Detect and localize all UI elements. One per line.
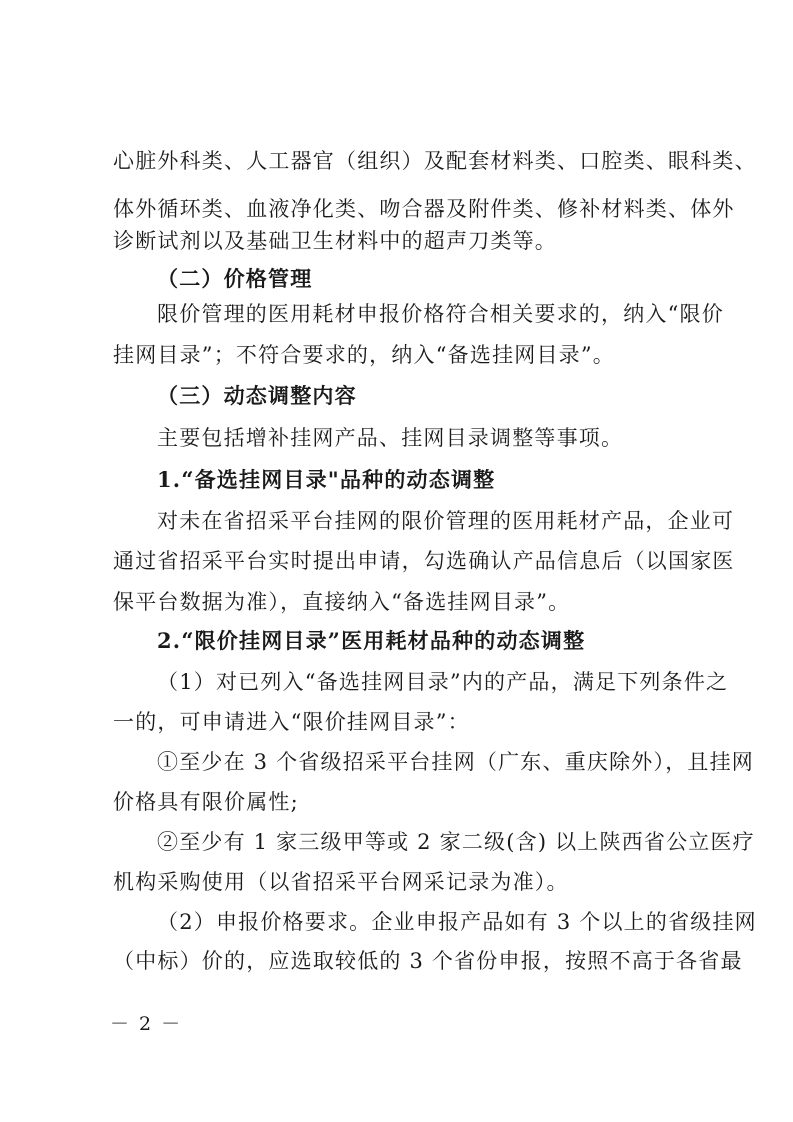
- subheading-backup-catalog: 1.“备选挂网目录"品种的动态调整: [157, 467, 496, 492]
- body-line-16: ①至少在 3 个省级招采平台挂网（广东、重庆除外），且挂网: [157, 750, 755, 774]
- body-line-12: 保平台数据为准），直接纳入“备选挂网目录”。: [113, 590, 571, 614]
- body-line-17: 价格具有限价属性;: [113, 790, 299, 814]
- body-line-2: 体外循环类、血液净化类、吻合器及附件类、修补材料类、体外: [113, 197, 735, 221]
- body-line-1: 心脏外科类、人工器官（组织）及配套材料类、口腔类、眼科类、: [113, 149, 757, 173]
- body-line-18: ②至少有 1 家三级甲等或 2 家二级(含) 以上陕西省公立医疗: [157, 830, 755, 854]
- body-line-10: 对未在省招采平台挂网的限价管理的医用耗材产品，企业可: [157, 509, 735, 533]
- page-number: － 2 －: [110, 1013, 183, 1035]
- body-line-15: 一的，可申请进入“限价挂网目录”：: [113, 710, 470, 734]
- body-line-3: 诊断试剂以及基础卫生材料中的超声刀类等。: [113, 229, 557, 253]
- body-line-19: 机构采购使用（以省招采平台网采记录为准）。: [113, 870, 569, 894]
- subheading-limit-price-catalog: 2.“限价挂网目录”医用耗材品种的动态调整: [157, 628, 586, 653]
- body-line-6: 挂网目录”；不符合要求的，纳入“备选挂网目录”。: [113, 343, 616, 367]
- section-heading-dynamic-adjustment: （三）动态调整内容: [157, 383, 357, 408]
- section-heading-price-management: （二）价格管理: [157, 266, 313, 291]
- body-line-21: （中标）价的，应选取较低的 3 个省份申报，按照不高于各省最: [113, 949, 743, 973]
- body-line-20: （2）申报价格要求。企业申报产品如有 3 个以上的省级挂网: [157, 910, 757, 934]
- body-line-14: （1）对已列入“备选挂网目录”内的产品，满足下列条件之: [157, 670, 729, 694]
- body-line-5: 限价管理的医用耗材申报价格符合相关要求的，纳入“限价: [157, 302, 724, 326]
- body-line-11: 通过省招采平台实时提出申请，勾选确认产品信息后（以国家医: [113, 549, 735, 573]
- body-line-8: 主要包括增补挂网产品、挂网目录调整等事项。: [157, 426, 624, 450]
